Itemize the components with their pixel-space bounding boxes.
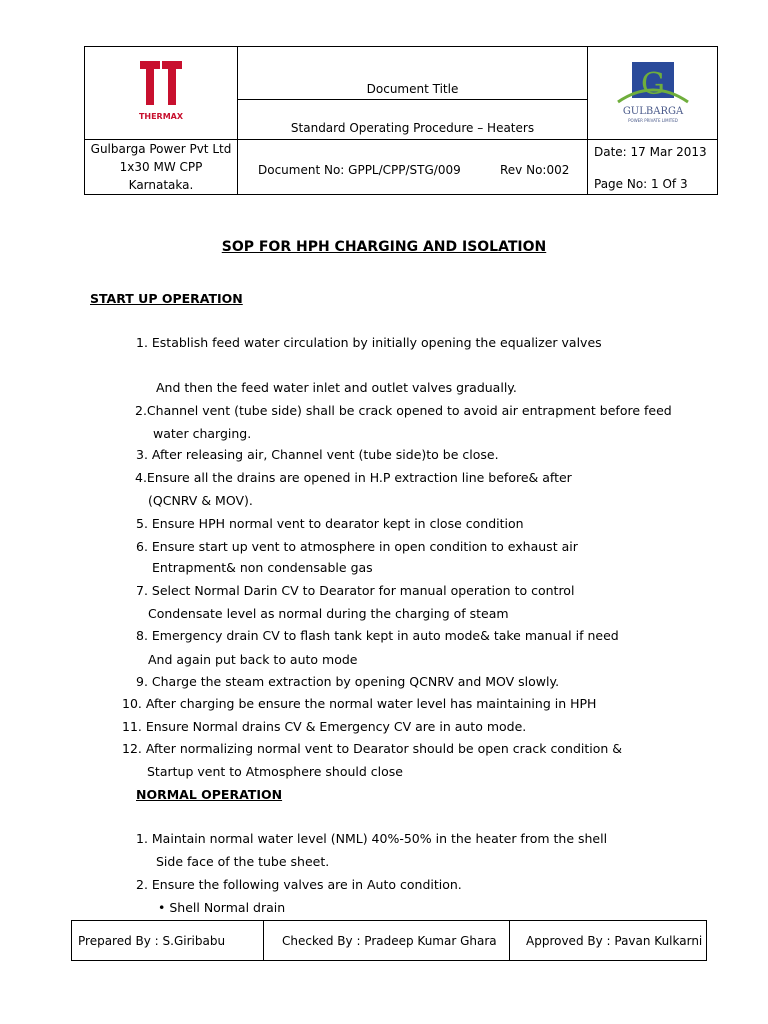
document-footer bbox=[71, 920, 707, 961]
startup-line: 6. Ensure start up vent to atmosphere in open condition to exhaust air bbox=[136, 539, 578, 554]
company-location: Karnataka. bbox=[128, 178, 194, 192]
approved-by: Approved By : Pavan Kulkarni bbox=[510, 921, 707, 961]
thermax-logo bbox=[126, 57, 196, 127]
date-page-cell bbox=[588, 140, 718, 195]
gulbarga-logo-cell bbox=[588, 47, 718, 140]
startup-line: 7. Select Normal Darin CV to Dearator for manual operation to control bbox=[136, 583, 575, 598]
gulbarga-logo-sub: POWER PRIVATE LIMITED bbox=[627, 117, 678, 123]
doc-title-value: Standard Operating Procedure – Heaters bbox=[290, 121, 535, 135]
company-name: Gulbarga Power Pvt Ltd bbox=[90, 142, 232, 156]
startup-line: Condensate level as normal during the charging of steam bbox=[148, 606, 509, 621]
startup-line: (QCNRV & MOV). bbox=[148, 493, 253, 508]
startup-line: 1. Establish feed water circulation by initially opening the equalizer valves bbox=[136, 335, 602, 350]
doc-title-cell bbox=[238, 47, 588, 140]
thermax-logo-text: THERMAX bbox=[138, 111, 184, 121]
doc-title-label: Document Title bbox=[366, 82, 459, 96]
startup-line: And then the feed water inlet and outlet valves gradually. bbox=[156, 380, 517, 395]
startup-line: 12. After normalizing normal vent to Dearator should be open crack condition & bbox=[122, 741, 623, 756]
thermax-logo-cell bbox=[85, 47, 238, 140]
checked-by: Checked By : Pradeep Kumar Ghara bbox=[264, 921, 510, 961]
normal-heading: NORMAL OPERATION bbox=[136, 787, 283, 802]
startup-line: water charging. bbox=[153, 426, 252, 441]
normal-line: 1. Maintain normal water level (NML) 40%-50% in the heater from the shell bbox=[136, 831, 608, 846]
startup-line: 11. Ensure Normal drains CV & Emergency CV are in auto mode. bbox=[122, 719, 527, 734]
normal-bullet: • Shell Normal drain bbox=[158, 900, 286, 915]
startup-line: Entrapment& non condensable gas bbox=[152, 560, 373, 575]
prepared-by: Prepared By : S.Giribabu bbox=[72, 921, 264, 961]
gulbarga-logo-text: GULBARGA bbox=[622, 105, 683, 117]
main-title: SOP FOR HPH CHARGING AND ISOLATION bbox=[221, 239, 547, 255]
doc-date: Date: 17 Mar 2013 bbox=[594, 145, 707, 159]
doc-number-cell bbox=[238, 140, 588, 195]
company-capacity: 1x30 MW CPP bbox=[119, 160, 203, 174]
startup-line: 5. Ensure HPH normal vent to dearator kept in close condition bbox=[136, 516, 524, 531]
startup-line: Startup vent to Atmosphere should close bbox=[147, 764, 403, 779]
startup-line: 10. After charging be ensure the normal water level has maintaining in HPH bbox=[122, 696, 597, 711]
startup-line: 3. After releasing air, Channel vent (tube side)to be close. bbox=[136, 447, 499, 462]
startup-heading: START UP OPERATION bbox=[90, 291, 243, 306]
company-info bbox=[85, 140, 238, 195]
startup-line: And again put back to auto mode bbox=[148, 652, 358, 667]
normal-line: 2. Ensure the following valves are in Auto condition. bbox=[136, 877, 462, 892]
doc-number: Document No: GPPL/CPP/STG/009 bbox=[258, 163, 461, 177]
normal-line: Side face of the tube sheet. bbox=[156, 854, 330, 869]
startup-line: 8. Emergency drain CV to flash tank kept in auto mode& take manual if need bbox=[136, 628, 619, 643]
svg-text:G: G bbox=[640, 66, 665, 102]
startup-line: 4.Ensure all the drains are opened in H.P extraction line before& after bbox=[135, 470, 572, 485]
gulbarga-logo bbox=[608, 56, 698, 128]
startup-line: 9. Charge the steam extraction by opening QCNRV and MOV slowly. bbox=[136, 674, 560, 689]
page-number: Page No: 1 Of 3 bbox=[594, 177, 688, 191]
document-header bbox=[84, 46, 718, 195]
rev-number: Rev No:002 bbox=[500, 163, 570, 177]
startup-line: 2.Channel vent (tube side) shall be crack opened to avoid air entrapment before feed bbox=[135, 403, 672, 418]
